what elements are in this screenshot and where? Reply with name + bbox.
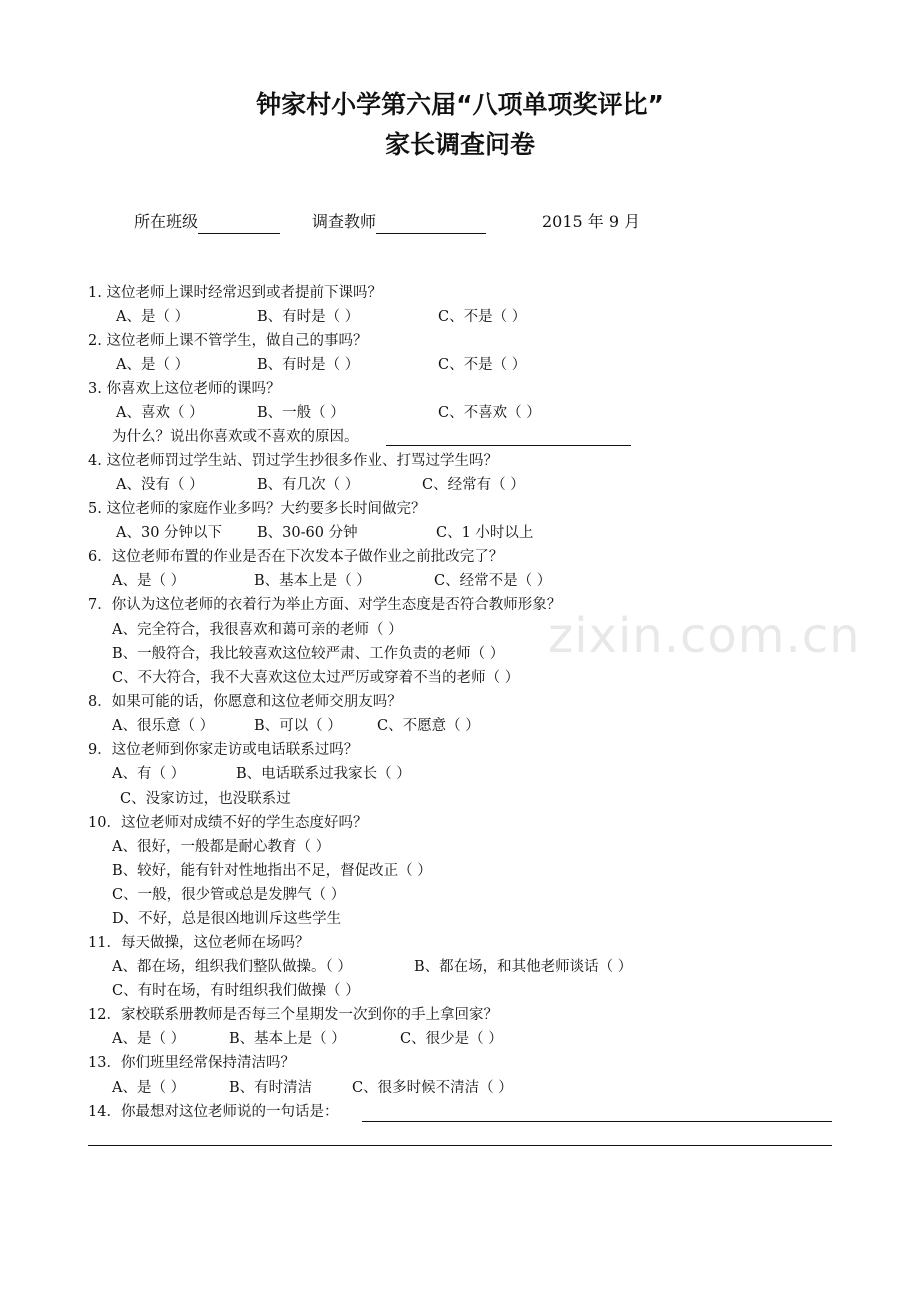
q13-option-a[interactable]: A、是（ ） xyxy=(112,1080,186,1096)
survey-subtitle: 家长调查问卷 xyxy=(384,130,535,159)
q3-reason-prompt: 为什么？说出你喜欢或不喜欢的原因。 xyxy=(112,429,359,445)
q5-option-a[interactable]: A、30 分钟以下 xyxy=(116,525,223,541)
q3-option-b[interactable]: B、一般（ ） xyxy=(257,405,345,421)
q7-option-b[interactable]: B、一般符合，我比较喜欢这位较严肃、工作负责的老师（ ） xyxy=(112,646,505,662)
q9-option-a[interactable]: A、有（ ） xyxy=(112,766,186,782)
question-14: 14．你最想对这位老师说的一句话是： xyxy=(88,1104,339,1120)
q6-option-b[interactable]: B、基本上是（ ） xyxy=(254,573,371,589)
q2-option-b[interactable]: B、有时是（ ） xyxy=(257,357,360,373)
question-10: 10．这位老师对成绩不好的学生态度好吗？ xyxy=(88,815,368,831)
question-13: 13．你们班里经常保持清洁吗？ xyxy=(88,1055,295,1071)
question-1: 1. 这位老师上课时经常迟到或者提前下课吗？ xyxy=(88,285,382,301)
watermark: zixin.com.cn xyxy=(548,608,861,664)
survey-date: 2015 年 9 月 xyxy=(542,212,641,231)
q6-option-a[interactable]: A、是（ ） xyxy=(112,573,186,589)
q7-option-c[interactable]: C、不大符合，我不大喜欢这位太过严厉或穿着不当的老师（ ） xyxy=(112,670,520,686)
q5-option-b[interactable]: B、30-60 分钟 xyxy=(257,525,358,541)
q11-option-c[interactable]: C、有时在场，有时组织我们做操（ ） xyxy=(112,983,360,999)
q14-answer-line-2[interactable] xyxy=(88,1145,832,1146)
q2-option-c[interactable]: C、不是（ ） xyxy=(438,357,527,373)
question-7: 7．你认为这位老师的衣着行为举止方面、对学生态度是否符合教师形象？ xyxy=(88,597,562,613)
q3-reason-blank[interactable] xyxy=(386,445,631,446)
q4-option-a[interactable]: A、没有（ ） xyxy=(116,477,204,493)
q4-option-c[interactable]: C、经常有（ ） xyxy=(422,477,525,493)
teacher-label: 调查教师 xyxy=(312,212,377,231)
q10-option-a[interactable]: A、很好，一般都是耐心教育（ ） xyxy=(112,839,331,855)
q12-option-a[interactable]: A、是（ ） xyxy=(112,1031,186,1047)
question-3: 3. 你喜欢上这位老师的课吗？ xyxy=(88,381,281,397)
question-12: 12．家校联系册教师是否每三个星期发一次到你的手上拿回家？ xyxy=(88,1007,498,1023)
question-2: 2. 这位老师上课不管学生，做自己的事吗？ xyxy=(88,333,368,349)
class-field xyxy=(134,210,280,234)
q1-option-c[interactable]: C、不是（ ） xyxy=(438,309,527,325)
q8-option-a[interactable]: A、很乐意（ ） xyxy=(112,718,215,734)
q11-option-a[interactable]: A、都在场，组织我们整队做操。（ ） xyxy=(112,959,352,975)
class-label: 所在班级 xyxy=(134,212,199,231)
class-blank[interactable] xyxy=(198,215,280,234)
q3-option-c[interactable]: C、不喜欢（ ） xyxy=(438,405,541,421)
q14-answer-line-1[interactable] xyxy=(362,1121,832,1122)
q13-option-b[interactable]: B、有时清洁 xyxy=(229,1080,313,1096)
q2-option-a[interactable]: A、是（ ） xyxy=(116,357,190,373)
question-9: 9．这位老师到你家走访或电话联系过吗？ xyxy=(88,742,359,758)
question-5: 5. 这位老师的家庭作业多吗？大约要多长时间做完？ xyxy=(88,501,426,517)
q9-option-b[interactable]: B、电话联系过我家长（ ） xyxy=(236,766,411,782)
teacher-field xyxy=(312,210,486,234)
q7-option-a[interactable]: A、完全符合，我很喜欢和蔼可亲的老师（ ） xyxy=(112,622,403,638)
q11-option-b[interactable]: B、都在场，和其他老师谈话（ ） xyxy=(414,959,633,975)
q4-option-b[interactable]: B、有几次（ ） xyxy=(257,477,360,493)
q10-option-d[interactable]: D、不好，总是很凶地训斥这些学生 xyxy=(112,911,342,927)
q10-option-c[interactable]: C、一般，很少管或总是发脾气（ ） xyxy=(112,887,346,903)
question-6: 6．这位老师布置的作业是否在下次发本子做作业之前批改完了？ xyxy=(88,549,504,565)
teacher-blank[interactable] xyxy=(376,215,486,234)
q1-option-b[interactable]: B、有时是（ ） xyxy=(257,309,360,325)
survey-title: 钟家村小学第六届“八项单项奖评比” xyxy=(256,90,664,119)
q3-option-a[interactable]: A、喜欢（ ） xyxy=(116,405,204,421)
q9-option-c[interactable]: C、没家访过，也没联系过 xyxy=(120,791,291,807)
question-4: 4. 这位老师罚过学生站、罚过学生抄很多作业、打骂过学生吗？ xyxy=(88,453,498,469)
q8-option-b[interactable]: B、可以（ ） xyxy=(254,718,342,734)
q8-option-c[interactable]: C、不愿意（ ） xyxy=(377,718,480,734)
q10-option-b[interactable]: B、较好，能有针对性地指出不足，督促改正（ ） xyxy=(112,863,432,879)
question-11: 11．每天做操，这位老师在场吗？ xyxy=(88,935,310,951)
q1-option-a[interactable]: A、是（ ） xyxy=(116,309,190,325)
q6-option-c[interactable]: C、经常不是（ ） xyxy=(434,573,552,589)
q5-option-c[interactable]: C、1 小时以上 xyxy=(436,525,534,541)
question-8: 8．如果可能的话，你愿意和这位老师交朋友吗？ xyxy=(88,694,402,710)
q13-option-c[interactable]: C、很多时候不清洁（ ） xyxy=(352,1080,513,1096)
q12-option-c[interactable]: C、很少是（ ） xyxy=(400,1031,503,1047)
q12-option-b[interactable]: B、基本上是（ ） xyxy=(229,1031,346,1047)
